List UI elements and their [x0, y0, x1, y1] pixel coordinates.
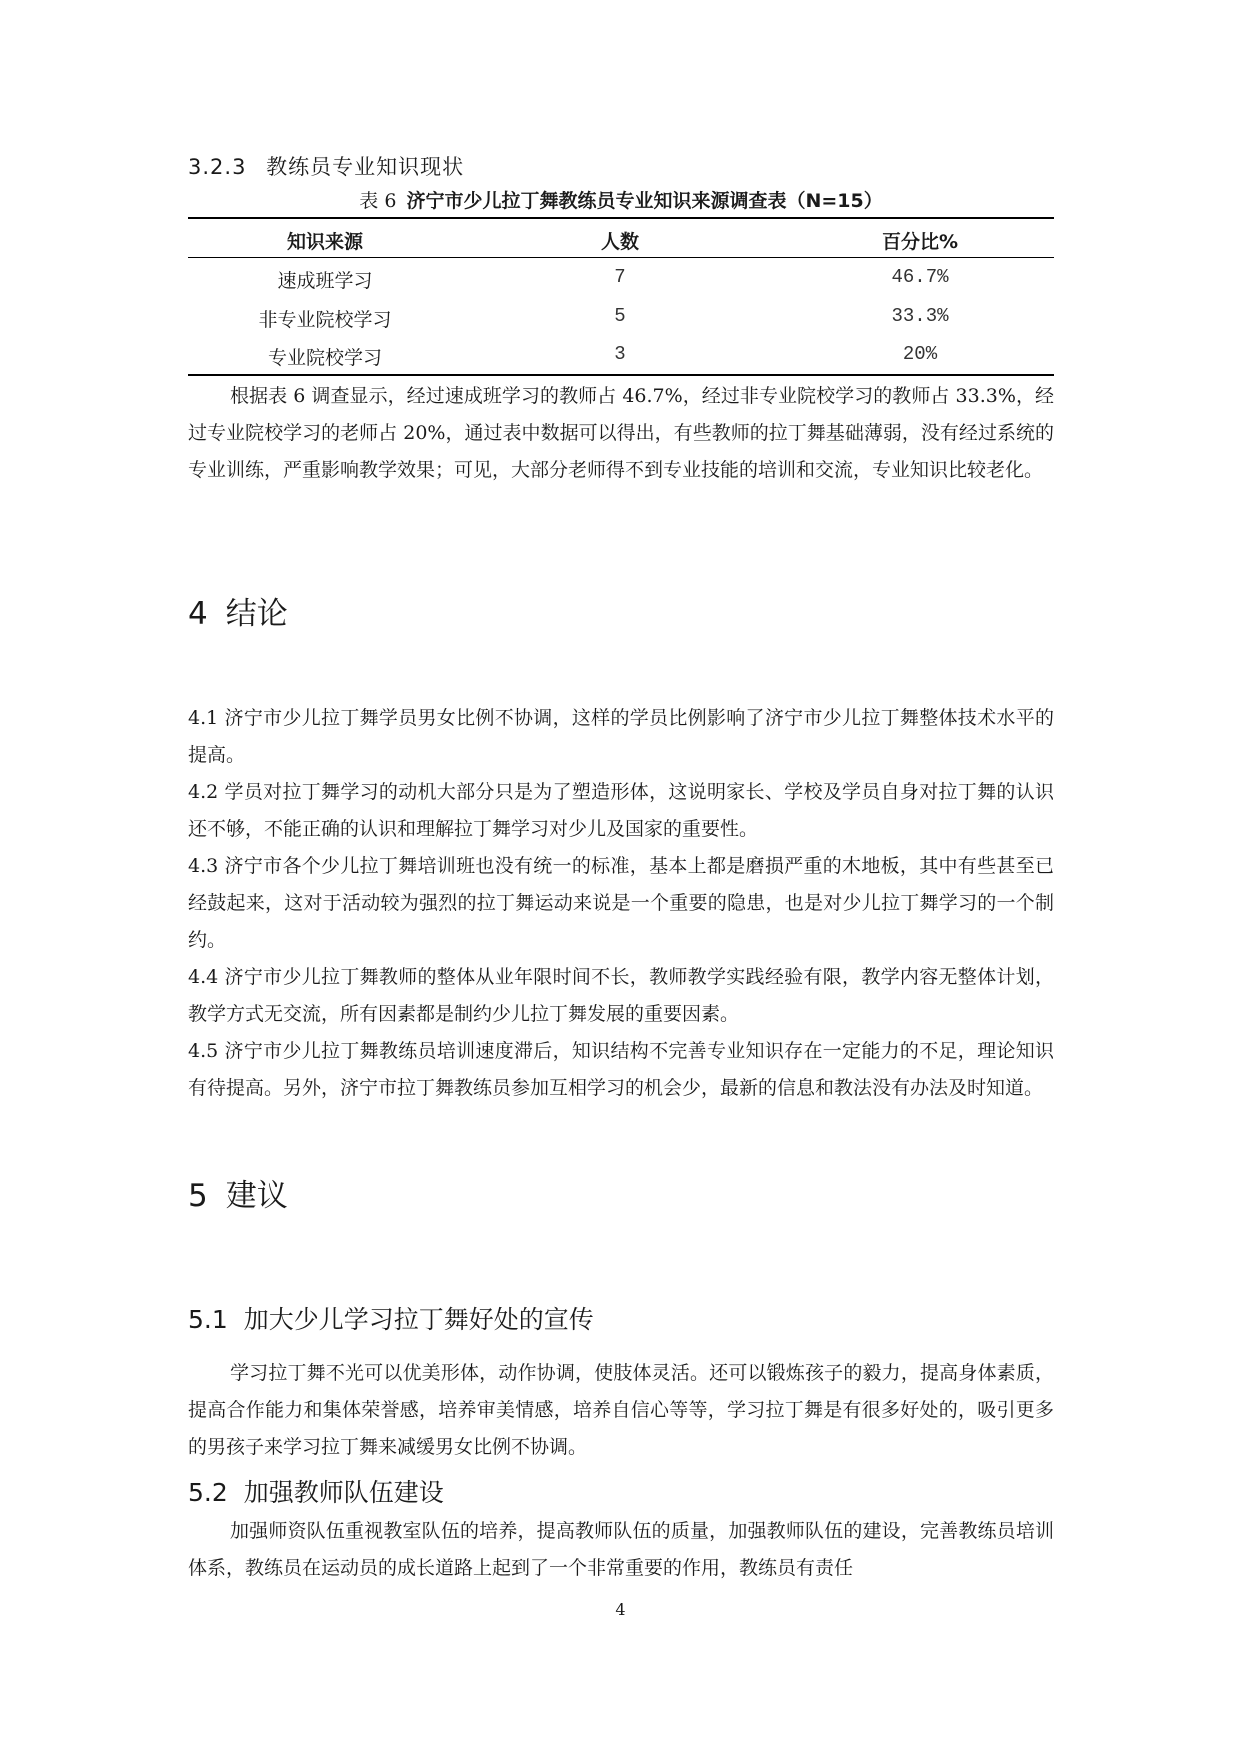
- page-number: 4: [615, 1600, 626, 1619]
- subsection-title: 加强教师队伍建设: [243, 1478, 444, 1507]
- conclusion-item-4-2: 4.2 学员对拉丁舞学习的动机大部分只是为了塑造形体，这说明家长、学校及学员自身对拉丁舞的认识还不够，不能正确的认识和理解拉丁舞学习对少儿及国家的重要性。: [188, 781, 1054, 840]
- table-row-1-source: 速成班学习: [277, 270, 373, 292]
- section-number: 4: [188, 596, 208, 632]
- subsection-heading-5-1: [188, 1300, 594, 1336]
- table-row-3-source: 专业院校学习: [267, 347, 382, 369]
- table-row-1-count: 7: [614, 266, 626, 288]
- conclusion-item-4-1: 4.1 济宁市少儿拉丁舞学员男女比例不协调，这样的学员比例影响了济宁市少儿拉丁舞整体技术水平的提高。: [188, 707, 1054, 766]
- table-header-source: 知识来源: [286, 231, 363, 253]
- subsection-number: 5.1: [188, 1305, 228, 1334]
- section-heading-4: [188, 588, 288, 633]
- subsection-5-1-paragraph: 学习拉丁舞不光可以优美形体，动作协调，使肢体灵活。还可以锻炼孩子的毅力，提高身体素质，提高合作能力和集体荣誉感，培养审美情感，培养自信心等等，学习拉丁舞是有很多好处的，吸引更多的男孩子来学习拉丁舞来减缓男女比例不协调。: [188, 1362, 1054, 1458]
- table6-analysis-paragraph: 根据表 6 调查显示，经过速成班学习的教师占 46.7%，经过非专业院校学习的教师占 33.3%，经过专业院校学习的老师占 20%，通过表中数据可以得出，有些教师的拉丁舞基础薄弱，没有经过系统的专业训练，严重影响教学效果；可见，大部分老师得不到专业技能的培训和交流，专业知识比较老化。: [188, 385, 1054, 481]
- table-row-2-count: 5: [614, 305, 626, 327]
- subsection-5-2-paragraph: 加强师资队伍重视教室队伍的培养，提高教师队伍的质量，加强教师队伍的建设，完善教练员培训体系，教练员在运动员的成长道路上起到了一个非常重要的作用，教练员有责任: [188, 1520, 1054, 1579]
- section-title: 建议: [225, 1178, 288, 1214]
- table-row-2-percent: 33.3%: [891, 305, 949, 327]
- table-label: 表 6: [359, 190, 397, 212]
- conclusion-item-4-3: 4.3 济宁市各个少儿拉丁舞培训班也没有统一的标准，基本上都是磨损严重的木地板，其中有些甚至已经鼓起来，这对于活动较为强烈的拉丁舞运动来说是一个重要的隐患，也是对少儿拉丁舞学习的一个制约。: [188, 855, 1054, 951]
- table-row-1-percent: 46.7%: [891, 266, 949, 288]
- conclusion-list: [188, 700, 1054, 1107]
- subsection-title: 教练员专业知识现状: [266, 155, 465, 179]
- section-heading-5: [188, 1170, 288, 1215]
- subsection-number: 3.2.3: [188, 155, 247, 179]
- table-header-rule: [188, 257, 1054, 258]
- section-title: 结论: [225, 596, 288, 632]
- subsection-heading-3-2-3: [188, 151, 464, 181]
- subsection-title: 加大少儿学习拉丁舞好处的宣传: [243, 1305, 594, 1334]
- table-header-count: 人数: [600, 231, 639, 253]
- table-title: 济宁市少儿拉丁舞教练员专业知识来源调查表（N=15）: [406, 190, 883, 212]
- subsection-number: 5.2: [188, 1478, 228, 1507]
- table-bottom-rule: [188, 374, 1054, 376]
- table-row-2-source: 非专业院校学习: [258, 309, 392, 331]
- table-top-rule: [188, 217, 1054, 219]
- conclusion-item-4-4: 4.4 济宁市少儿拉丁舞教师的整体从业年限时间不长，教师教学实践经验有限，教学内容无整体计划，教学方式无交流，所有因素都是制约少儿拉丁舞发展的重要因素。: [188, 966, 1054, 1025]
- section-number: 5: [188, 1178, 208, 1214]
- table-row-3-percent: 20%: [902, 343, 938, 365]
- table-caption: [188, 186, 1054, 213]
- table-row-3-count: 3: [614, 343, 626, 365]
- table-header-percent: 百分比%: [881, 231, 959, 253]
- subsection-heading-5-2: [188, 1473, 444, 1509]
- conclusion-item-4-5: 4.5 济宁市少儿拉丁舞教练员培训速度滞后，知识结构不完善专业知识存在一定能力的不足，理论知识有待提高。另外，济宁市拉丁舞教练员参加互相学习的机会少，最新的信息和教法没有办法及时知道。: [188, 1040, 1054, 1099]
